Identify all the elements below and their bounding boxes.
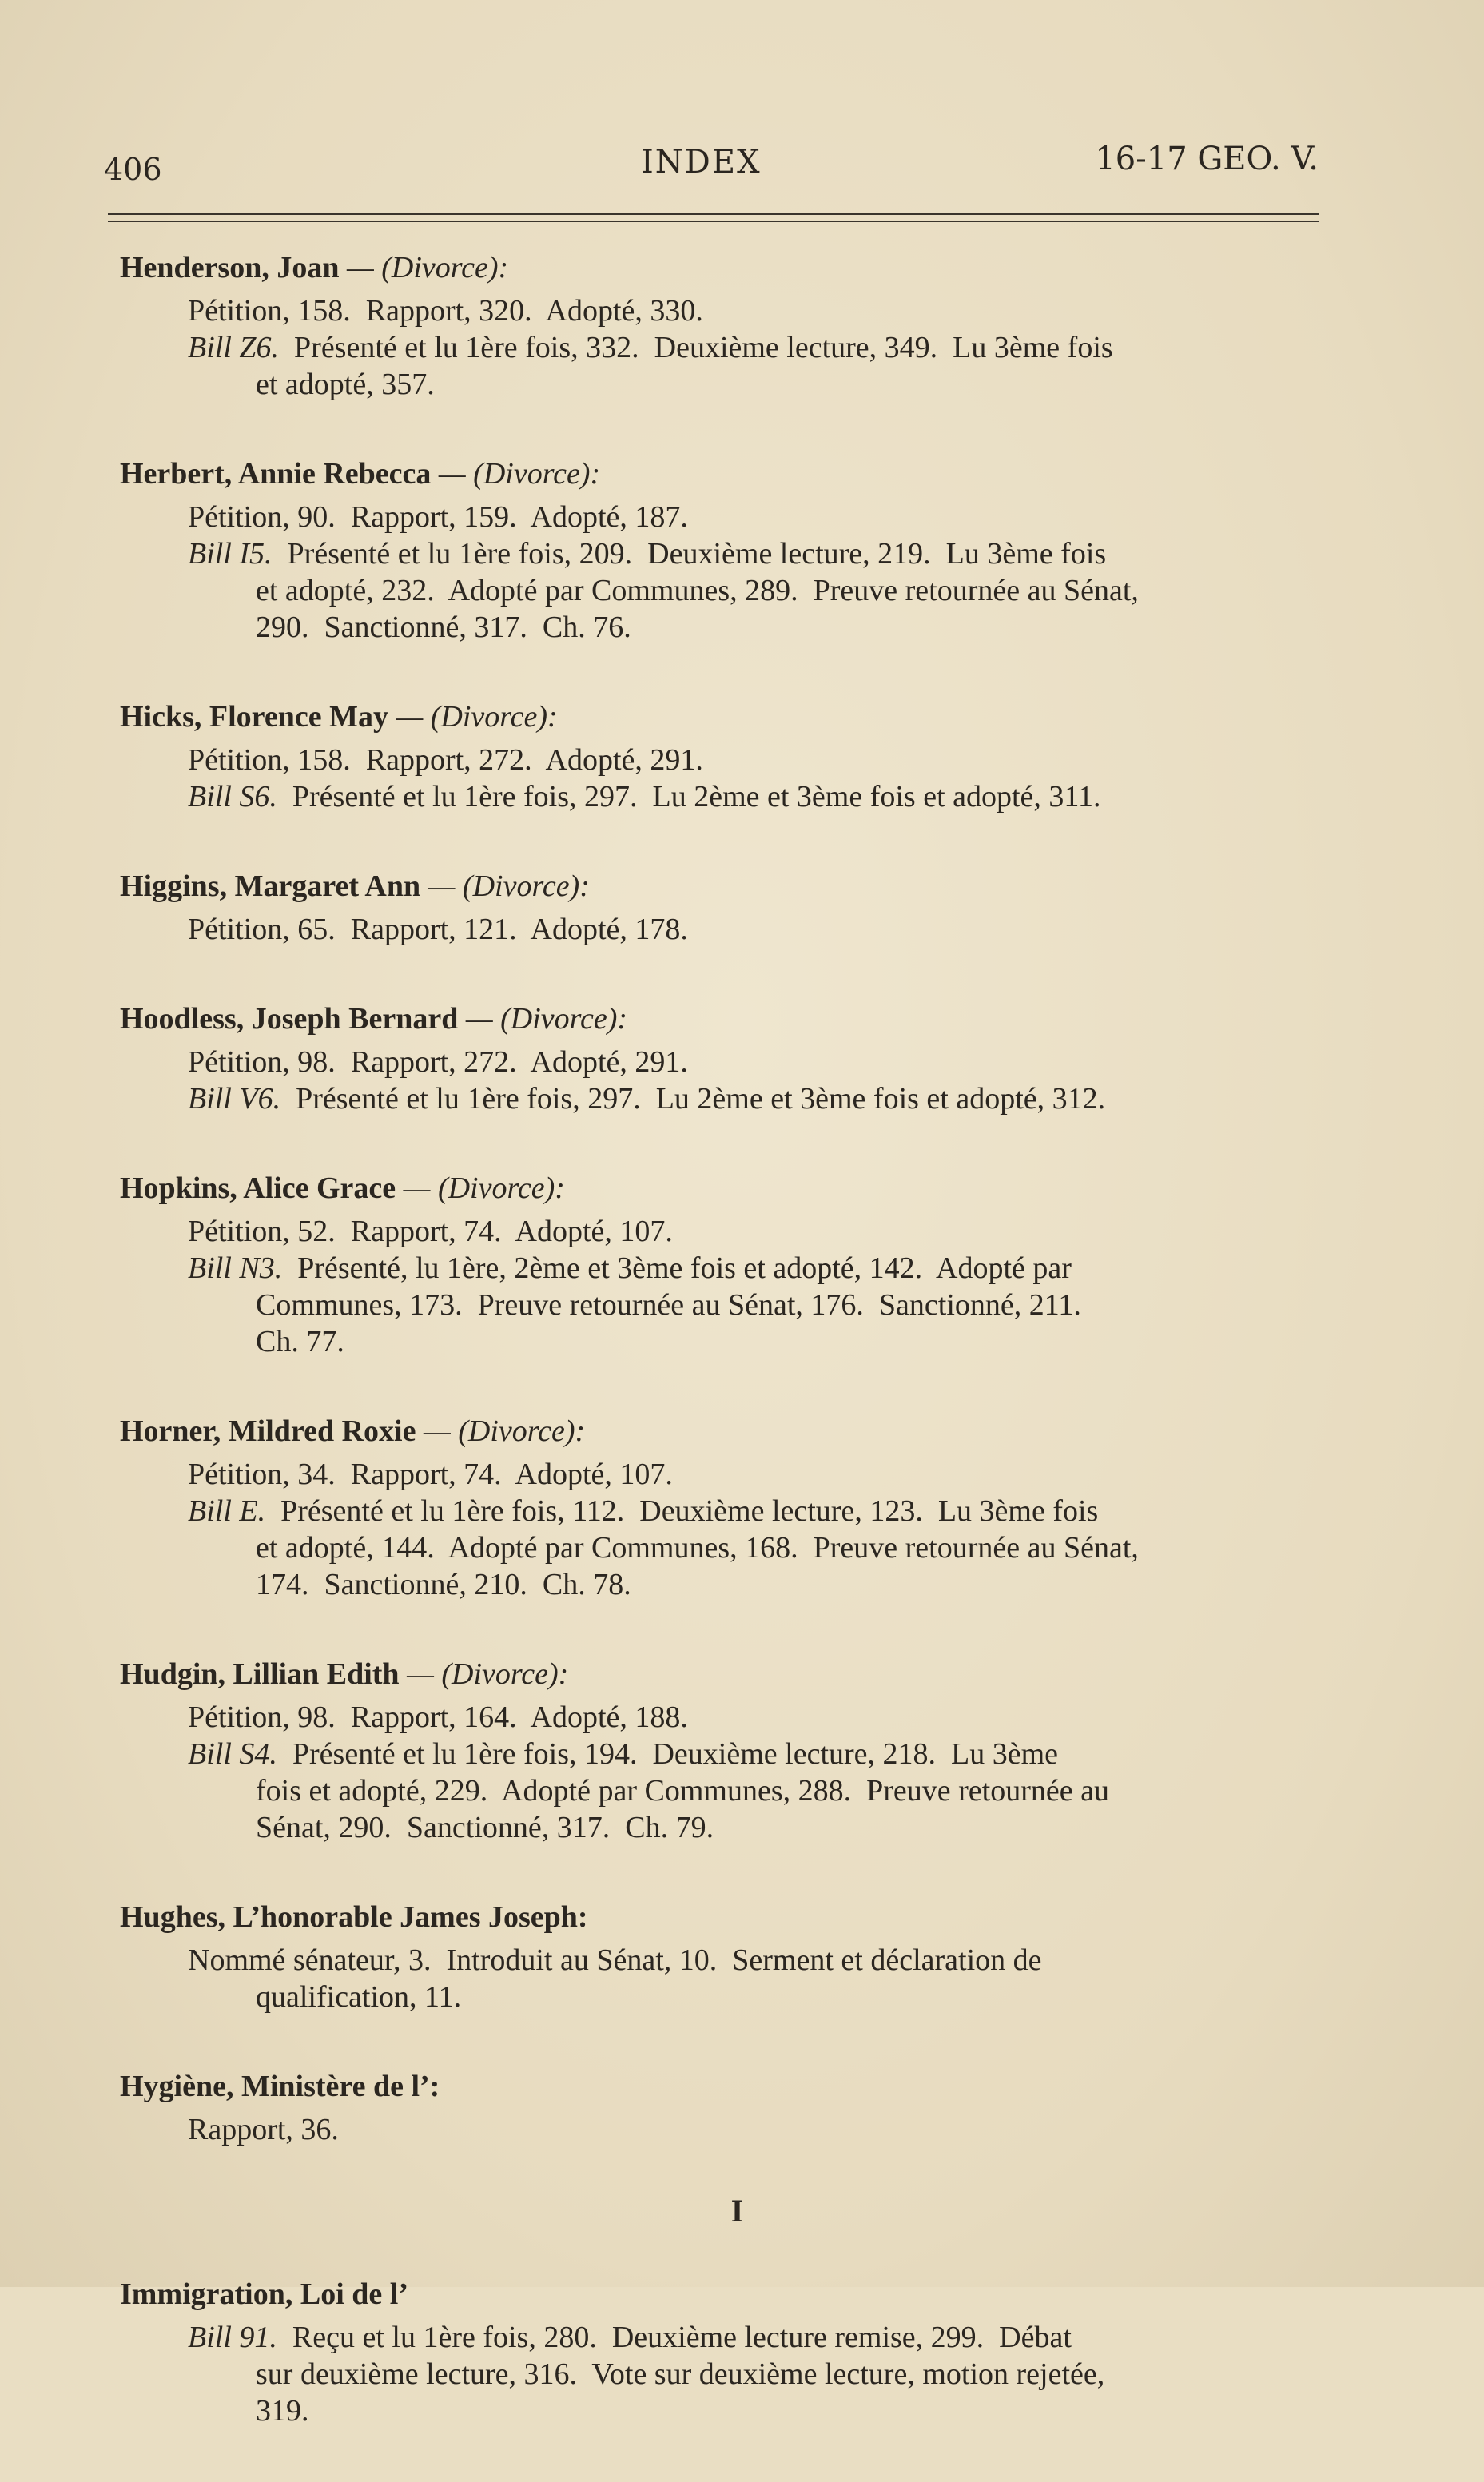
entry-qualifier: — (Divorce): xyxy=(431,457,601,491)
entry-line xyxy=(120,2111,1355,2148)
bill-reference: Bill I5. xyxy=(188,537,273,571)
entry-qualifier: — (Divorce): xyxy=(399,1657,569,1691)
entry-line xyxy=(120,1044,1355,1080)
entry-qualifier: — (Divorce): xyxy=(396,1171,565,1205)
entry-name: Higgins, Margaret Ann xyxy=(120,869,421,903)
entry-line xyxy=(120,535,1355,572)
entry-line xyxy=(120,1456,1355,1493)
header-rule-secondary xyxy=(108,221,1319,222)
entry-line xyxy=(120,1213,1355,1250)
page-number: 406 xyxy=(104,152,162,187)
entry-line xyxy=(120,1566,1355,1603)
entry-text: Ch. 77. xyxy=(256,1325,344,1358)
header-rule xyxy=(108,213,1319,215)
entry-line xyxy=(120,499,1355,535)
bill-reference: Bill Z6. xyxy=(188,331,280,364)
entry-text: fois et adopté, 229. Adopté par Communes, 288. Preuve retournée au xyxy=(256,1774,1109,1808)
entry-text: 319. xyxy=(256,2394,309,2428)
entry-heading xyxy=(120,1899,1355,1935)
entry-text: Présenté et lu 1ère fois, 112. Deuxième lecture, 123. Lu 3ème fois xyxy=(265,1494,1099,1528)
entry-text: Pétition, 158. Rapport, 272. Adopté, 291. xyxy=(188,743,703,777)
index-entry xyxy=(120,455,1355,646)
entry-line xyxy=(120,1080,1355,1117)
entry-text: Pétition, 98. Rapport, 272. Adopté, 291. xyxy=(188,1045,688,1079)
entry-text: Pétition, 98. Rapport, 164. Adopté, 188. xyxy=(188,1700,688,1734)
entry-qualifier: — (Divorce): xyxy=(339,251,509,284)
entry-text: 290. Sanctionné, 317. Ch. 76. xyxy=(256,611,631,644)
entry-line xyxy=(120,1493,1355,1529)
entry-line xyxy=(120,1809,1355,1846)
entry-name: Immigration, Loi de l’ xyxy=(120,2277,408,2311)
entry-heading xyxy=(120,2068,1355,2105)
entry-text: 174. Sanctionné, 210. Ch. 78. xyxy=(256,1568,631,1601)
bill-reference: Bill N3. xyxy=(188,1251,283,1285)
bill-reference: Bill S4. xyxy=(188,1737,277,1771)
entry-text: Pétition, 158. Rapport, 320. Adopté, 330. xyxy=(188,294,703,328)
index-entry xyxy=(120,1899,1355,2015)
entry-heading xyxy=(120,1656,1355,1692)
entry-text: Pétition, 34. Rapport, 74. Adopté, 107. xyxy=(188,1458,673,1491)
entry-name: Horner, Mildred Roxie xyxy=(120,1414,416,1448)
entry-text: qualification, 11. xyxy=(256,1980,462,2014)
entry-text: Pétition, 65. Rapport, 121. Adopté, 178. xyxy=(188,913,688,946)
entry-text: Présenté et lu 1ère fois, 194. Deuxième lecture, 218. Lu 3ème xyxy=(277,1737,1059,1771)
entry-qualifier: — (Divorce): xyxy=(388,700,558,734)
entry-line xyxy=(120,1529,1355,1566)
index-entries-continued xyxy=(120,2276,1355,2429)
entry-line xyxy=(120,778,1355,815)
index-entry xyxy=(120,698,1355,815)
entry-text: Présenté et lu 1ère fois, 332. Deuxième lecture, 349. Lu 3ème fois xyxy=(279,331,1113,364)
entry-line xyxy=(120,572,1355,609)
entry-text: sur deuxième lecture, 316. Vote sur deuxième lecture, motion rejetée, xyxy=(256,2357,1105,2391)
entry-text: Communes, 173. Preuve retournée au Sénat, 176. Sanctionné, 211. xyxy=(256,1288,1081,1322)
entry-text: Présenté et lu 1ère fois, 209. Deuxième lecture, 219. Lu 3ème fois xyxy=(272,537,1107,571)
index-entry xyxy=(120,1000,1355,1117)
index-content xyxy=(120,249,1355,2482)
entry-line xyxy=(120,2319,1355,2356)
letter-divider: I xyxy=(730,2193,744,2229)
entry-qualifier: — (Divorce): xyxy=(420,869,590,903)
entry-text: Rapport, 36. xyxy=(188,2113,339,2146)
entry-name: Hudgin, Lillian Edith xyxy=(120,1657,400,1691)
entry-text: Reçu et lu 1ère fois, 280. Deuxième lecture remise, 299. Débat xyxy=(277,2321,1072,2354)
entry-heading xyxy=(120,698,1355,735)
bill-reference: Bill V6. xyxy=(188,1082,281,1116)
entry-text: et adopté, 232. Adopté par Communes, 289. Preuve retournée au Sénat, xyxy=(256,574,1139,607)
entry-line xyxy=(120,1736,1355,1772)
entry-text: Présenté, lu 1ère, 2ème et 3ème fois et adopté, 142. Adopté par xyxy=(282,1251,1072,1285)
entry-heading xyxy=(120,1000,1355,1037)
entry-line xyxy=(120,911,1355,948)
running-title: INDEX xyxy=(641,144,762,181)
entry-heading xyxy=(120,1413,1355,1450)
bill-reference: Bill 91. xyxy=(188,2321,277,2354)
entry-heading xyxy=(120,249,1355,286)
entry-name: Hicks, Florence May xyxy=(120,700,388,734)
entry-text: et adopté, 144. Adopté par Communes, 168. Preuve retournée au Sénat, xyxy=(256,1531,1139,1565)
entry-line xyxy=(120,1979,1355,2015)
entry-name: Henderson, Joan xyxy=(120,251,340,284)
entry-name: Herbert, Annie Rebecca xyxy=(120,457,432,491)
session-label: 16-17 GEO. V. xyxy=(1095,141,1319,177)
entry-text: Présenté et lu 1ère fois, 297. Lu 2ème et 3ème fois et adopté, 312. xyxy=(280,1082,1106,1116)
entry-text: Sénat, 290. Sanctionné, 317. Ch. 79. xyxy=(256,1811,714,1844)
entry-line xyxy=(120,1942,1355,1979)
entry-text: Pétition, 90. Rapport, 159. Adopté, 187. xyxy=(188,500,688,534)
index-entry xyxy=(120,868,1355,948)
entry-line xyxy=(120,366,1355,403)
entry-line xyxy=(120,1250,1355,1287)
entry-name: Hughes, L’honorable James Joseph: xyxy=(120,1900,588,1934)
entry-line xyxy=(120,292,1355,329)
entry-text: Pétition, 52. Rapport, 74. Adopté, 107. xyxy=(188,1215,673,1248)
page-header xyxy=(104,141,1319,192)
entry-line xyxy=(120,1323,1355,1360)
entry-line xyxy=(120,1772,1355,1809)
entry-name: Hoodless, Joseph Bernard xyxy=(120,1002,459,1036)
index-entry xyxy=(120,249,1355,403)
entry-qualifier: — (Divorce): xyxy=(416,1414,586,1448)
index-entry xyxy=(120,1656,1355,1846)
entry-line xyxy=(120,1699,1355,1736)
entry-qualifier: — (Divorce): xyxy=(458,1002,628,1036)
index-entries xyxy=(120,249,1355,2148)
entry-line xyxy=(120,609,1355,646)
entry-heading xyxy=(120,2276,1355,2313)
entry-heading xyxy=(120,455,1355,492)
entry-line xyxy=(120,2356,1355,2393)
index-entry xyxy=(120,1413,1355,1603)
entry-heading xyxy=(120,1170,1355,1207)
entry-name: Hopkins, Alice Grace xyxy=(120,1171,396,1205)
entry-line xyxy=(120,742,1355,778)
index-entry xyxy=(120,2068,1355,2148)
bill-reference: Bill E. xyxy=(188,1494,266,1528)
entry-line xyxy=(120,1287,1355,1323)
entry-text: Nommé sénateur, 3. Introduit au Sénat, 10. Serment et déclaration de xyxy=(188,1943,1042,1977)
entry-name: Hygiène, Ministère de l’: xyxy=(120,2070,440,2103)
entry-line xyxy=(120,2393,1355,2429)
entry-text: Présenté et lu 1ère fois, 297. Lu 2ème et 3ème fois et adopté, 311. xyxy=(277,780,1101,813)
entry-text: et adopté, 357. xyxy=(256,368,435,401)
index-entry xyxy=(120,1170,1355,1360)
entry-heading xyxy=(120,868,1355,905)
entry-line xyxy=(120,329,1355,366)
bill-reference: Bill S6. xyxy=(188,780,277,813)
index-entry xyxy=(120,2276,1355,2429)
